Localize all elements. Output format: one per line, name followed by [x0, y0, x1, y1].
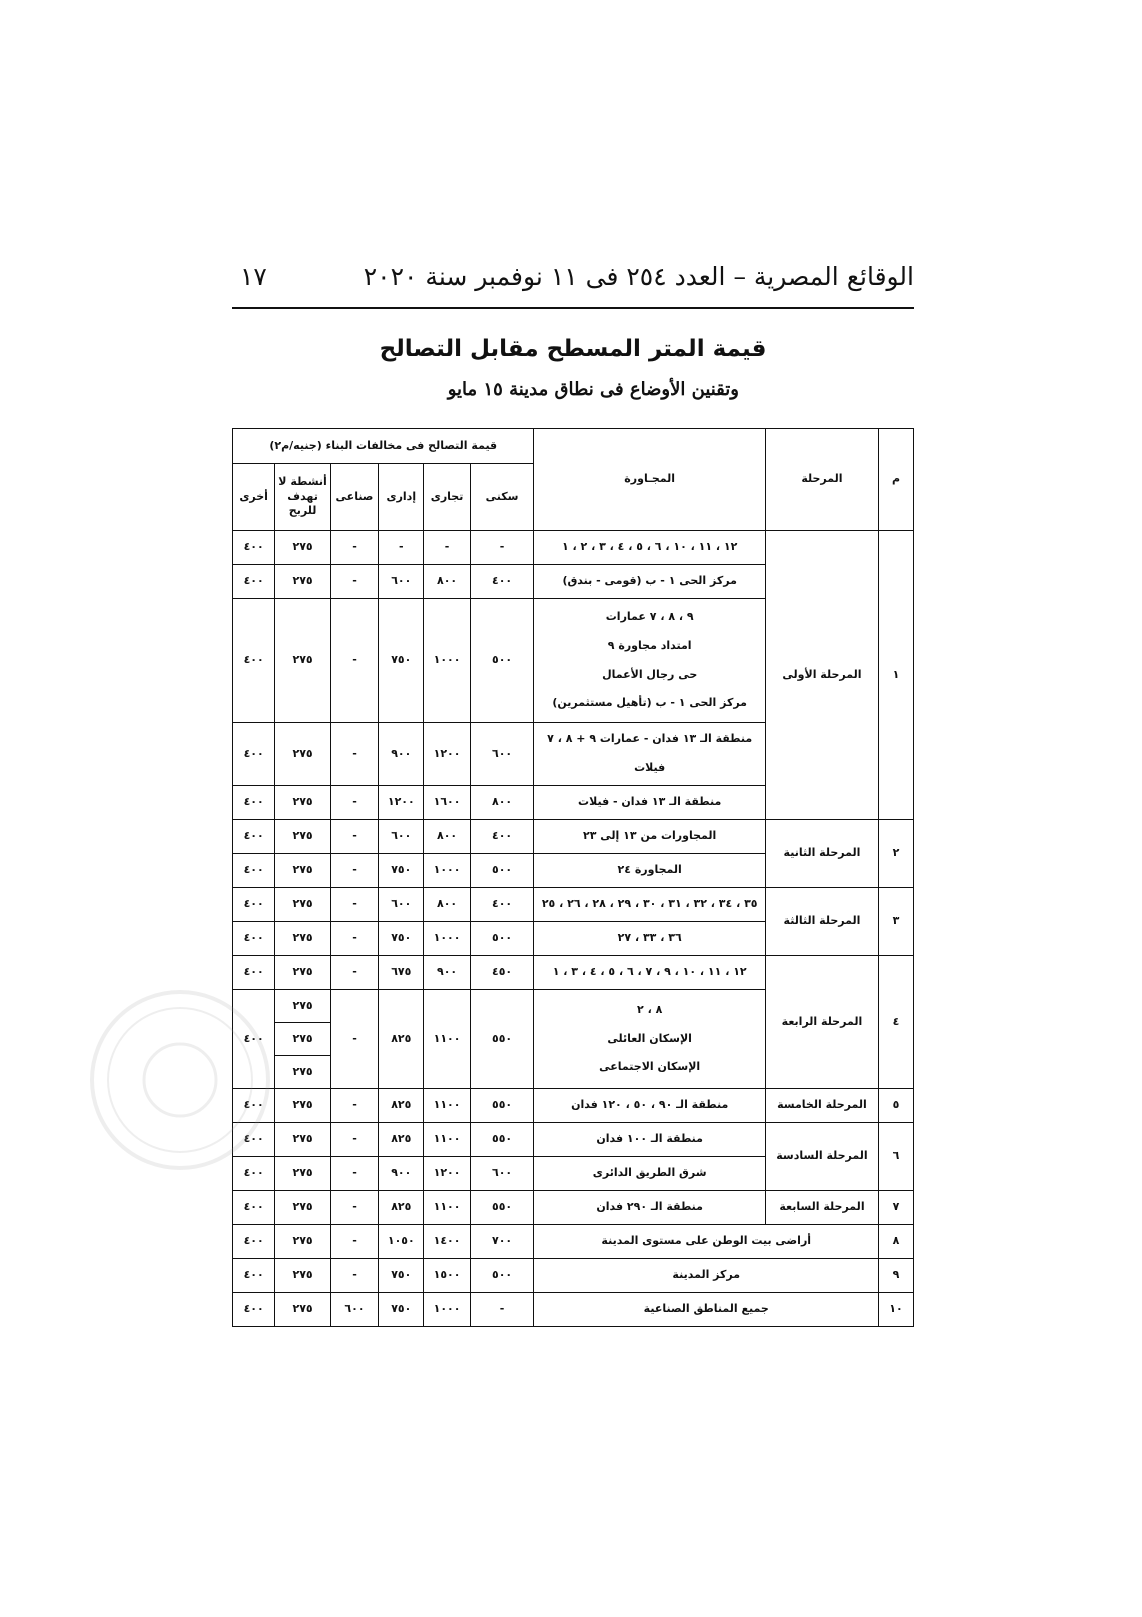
value-industrial: -	[330, 990, 378, 1089]
value-other: ٤٠٠	[233, 1225, 275, 1259]
value-residential: ٥٥٠	[470, 1123, 534, 1157]
value-other: ٤٠٠	[233, 922, 275, 956]
neighborhood-cell	[534, 820, 765, 854]
col-header-m: م	[879, 429, 914, 531]
col-header-group: قيمة التصالح فى مخالفات البناء (جنيه/م٢)	[233, 429, 534, 464]
table-row	[233, 1191, 914, 1225]
neighborhood-cell	[534, 922, 765, 956]
neighborhood-line: ٨ ، ٢	[637, 1002, 663, 1016]
value-residential: ٥٥٠	[470, 1089, 534, 1123]
value-commercial: ٨٠٠	[424, 888, 470, 922]
value-industrial: -	[330, 820, 378, 854]
neighborhood-cell	[534, 956, 765, 990]
value-administrative: ٦٧٥	[379, 956, 424, 990]
value-other: ٤٠٠	[233, 990, 275, 1089]
neighborhood-line: امتداد مجاورة ٩	[607, 638, 692, 652]
value-nonprofit: ٢٧٥	[275, 990, 331, 1023]
neighborhood-line: حى رجال الأعمال	[602, 667, 698, 681]
value-nonprofit: ٢٧٥	[275, 1089, 331, 1123]
value-residential: ٦٠٠	[470, 723, 534, 786]
table-row	[233, 1293, 914, 1327]
value-commercial: ١١٠٠	[424, 990, 470, 1089]
value-other: ٤٠٠	[233, 1191, 275, 1225]
neighborhood-line: ١٢ ، ١١ ، ١٠ ، ٦ ، ٥ ، ٤ ، ٣ ، ٢ ، ١	[561, 540, 738, 554]
value-administrative: ١٠٥٠	[379, 1225, 424, 1259]
value-nonprofit: ٢٧٥	[275, 599, 331, 723]
col-header-commercial: تجارى	[424, 464, 470, 531]
value-other: ٤٠٠	[233, 565, 275, 599]
neighborhood-cell	[534, 854, 765, 888]
neighborhood-line: المجاورة ٢٤	[617, 863, 682, 877]
value-administrative: ٨٢٥	[379, 990, 424, 1089]
settlement-value-table	[232, 428, 914, 1327]
value-residential: ٥٠٠	[470, 922, 534, 956]
value-residential: ٥٠٠	[470, 1259, 534, 1293]
neighborhood-cell	[534, 599, 765, 723]
neighborhood-line: شرق الطريق الدائرى	[592, 1166, 707, 1180]
value-administrative: ٩٠٠	[379, 723, 424, 786]
value-commercial: ١١٠٠	[424, 1089, 470, 1123]
col-header-phase: المرحلة	[765, 429, 878, 531]
neighborhood-line: الإسكان العائلى	[607, 1031, 692, 1045]
value-other: ٤٠٠	[233, 820, 275, 854]
table-row	[233, 1123, 914, 1157]
value-administrative: ٧٥٠	[379, 1259, 424, 1293]
value-industrial: -	[330, 1089, 378, 1123]
neighborhood-cell	[534, 1089, 765, 1123]
value-other: ٤٠٠	[233, 786, 275, 820]
value-industrial: -	[330, 599, 378, 723]
neighborhood-cell	[534, 723, 765, 786]
row-index: ٣	[879, 888, 914, 956]
value-other: ٤٠٠	[233, 723, 275, 786]
value-administrative: ٨٢٥	[379, 1191, 424, 1225]
neighborhood-cell	[534, 888, 765, 922]
row-index: ٢	[879, 820, 914, 888]
value-residential: -	[470, 531, 534, 565]
value-other: ٤٠٠	[233, 599, 275, 723]
value-administrative: ٨٢٥	[379, 1089, 424, 1123]
value-nonprofit: ٢٧٥	[275, 1191, 331, 1225]
value-nonprofit: ٢٧٥	[275, 1023, 331, 1056]
value-commercial: ١١٠٠	[424, 1191, 470, 1225]
value-industrial: -	[330, 1191, 378, 1225]
value-other: ٤٠٠	[233, 531, 275, 565]
phase-name: المرحلة الثالثة	[765, 888, 878, 956]
table-row	[233, 888, 914, 922]
value-commercial: ١١٠٠	[424, 1123, 470, 1157]
value-commercial: -	[424, 531, 470, 565]
value-residential: ٤٠٠	[470, 888, 534, 922]
value-administrative: ٧٥٠	[379, 854, 424, 888]
value-nonprofit: ٢٧٥	[275, 565, 331, 599]
value-administrative: ٦٠٠	[379, 820, 424, 854]
value-nonprofit: ٢٧٥	[275, 1225, 331, 1259]
value-nonprofit: ٢٧٥	[275, 723, 331, 786]
value-commercial: ١٠٠٠	[424, 922, 470, 956]
value-industrial: -	[330, 723, 378, 786]
neighborhood-line: مركز الحى ١ - ب (تأهيل مستثمرين)	[552, 696, 747, 710]
value-nonprofit: ٢٧٥	[275, 1157, 331, 1191]
publication-title: الوقائع المصرية – العدد ٢٥٤ فى ١١ نوفمبر سنة ٢٠٢٠	[363, 262, 914, 291]
value-administrative: ٧٥٠	[379, 599, 424, 723]
value-industrial: -	[330, 956, 378, 990]
neighborhood-line: منطقة الـ ١٣ فدان - فيلات	[578, 795, 722, 809]
value-nonprofit: ٢٧٥	[275, 820, 331, 854]
value-nonprofit: ٢٧٥	[275, 1056, 331, 1089]
value-other: ٤٠٠	[233, 1089, 275, 1123]
page-header	[232, 262, 914, 310]
value-nonprofit: ٢٧٥	[275, 786, 331, 820]
value-industrial: -	[330, 786, 378, 820]
value-residential: ٧٠٠	[470, 1225, 534, 1259]
value-commercial: ٨٠٠	[424, 565, 470, 599]
value-administrative: ٧٥٠	[379, 1293, 424, 1327]
row-index: ٥	[879, 1089, 914, 1123]
value-nonprofit: ٢٧٥	[275, 531, 331, 565]
value-other: ٤٠٠	[233, 1123, 275, 1157]
value-residential: ٥٠٠	[470, 599, 534, 723]
value-residential: ٤٥٠	[470, 956, 534, 990]
value-other: ٤٠٠	[233, 888, 275, 922]
phase-name: المرحلة الرابعة	[765, 956, 878, 1089]
value-administrative: ٦٠٠	[379, 565, 424, 599]
neighborhood-cell	[534, 786, 765, 820]
value-nonprofit: ٢٧٥	[275, 1123, 331, 1157]
neighborhood-cell	[534, 531, 765, 565]
value-residential: ٤٠٠	[470, 565, 534, 599]
col-header-nonprofit: أنشطة لا تهدف للربح	[275, 464, 331, 531]
official-watermark	[80, 980, 280, 1180]
neighborhood-line: منطقة الـ ١٠٠ فدان	[596, 1132, 703, 1146]
neighborhood-cell	[534, 565, 765, 599]
value-residential: ٦٠٠	[470, 1157, 534, 1191]
phase-name: المرحلة السادسة	[765, 1123, 878, 1191]
value-commercial: ١٠٠٠	[424, 854, 470, 888]
neighborhood-line: ٣٦ ، ٣٣ ، ٢٧	[617, 931, 682, 945]
value-industrial: ٦٠٠	[330, 1293, 378, 1327]
document-subtitle: وتقنين الأوضاع فى نطاق مدينة ١٥ مايو	[447, 379, 739, 400]
neighborhood-line: ٩ ، ٨ ، ٧ عمارات	[605, 609, 694, 623]
value-residential: ٤٠٠	[470, 820, 534, 854]
value-other: ٤٠٠	[233, 1157, 275, 1191]
value-administrative: ٩٠٠	[379, 1157, 424, 1191]
row-index: ١	[879, 531, 914, 820]
table-row	[233, 956, 914, 990]
value-nonprofit: ٢٧٥	[275, 1259, 331, 1293]
value-industrial: -	[330, 1123, 378, 1157]
value-other: ٤٠٠	[233, 1293, 275, 1327]
value-commercial: ١٢٠٠	[424, 723, 470, 786]
row-index: ٤	[879, 956, 914, 1089]
value-nonprofit: ٢٧٥	[275, 888, 331, 922]
table-row	[233, 531, 914, 565]
col-header-industrial: صناعى	[330, 464, 378, 531]
phase-name: المرحلة الأولى	[765, 531, 878, 820]
neighborhood-line: ٣٥ ، ٣٤ ، ٣٢ ، ٣١ ، ٣٠ ، ٢٩ ، ٢٨ ، ٢٦ ، ٢٥	[541, 897, 758, 911]
area-name: أراضى بيت الوطن على مستوى المدينة	[534, 1225, 879, 1259]
col-header-neighborhood: المجـاورة	[534, 429, 765, 531]
table-row	[233, 820, 914, 854]
value-nonprofit: ٢٧٥	[275, 956, 331, 990]
row-index: ٦	[879, 1123, 914, 1191]
value-industrial: -	[330, 565, 378, 599]
value-administrative: ٦٠٠	[379, 888, 424, 922]
neighborhood-line: الإسكان الاجتماعى	[599, 1060, 701, 1074]
value-residential: ٥٠٠	[470, 854, 534, 888]
value-administrative: ٧٥٠	[379, 922, 424, 956]
row-index: ٩	[879, 1259, 914, 1293]
value-industrial: -	[330, 922, 378, 956]
col-header-other: أخرى	[233, 464, 275, 531]
neighborhood-line: المجاورات من ١٣ إلى ٢٣	[583, 829, 717, 843]
value-commercial: ١٠٠٠	[424, 1293, 470, 1327]
col-header-administrative: إدارى	[379, 464, 424, 531]
neighborhood-cell	[534, 1157, 765, 1191]
value-industrial: -	[330, 1157, 378, 1191]
value-other: ٤٠٠	[233, 854, 275, 888]
value-industrial: -	[330, 1259, 378, 1293]
phase-name: المرحلة السابعة	[765, 1191, 878, 1225]
neighborhood-cell	[534, 990, 765, 1089]
row-index: ٨	[879, 1225, 914, 1259]
neighborhood-line: منطقة الـ ١٣ فدان - عمارات ٩ + ٨ ، ٧	[547, 732, 753, 746]
value-industrial: -	[330, 854, 378, 888]
value-commercial: ١٠٠٠	[424, 599, 470, 723]
table-row	[233, 1225, 914, 1259]
value-industrial: -	[330, 888, 378, 922]
neighborhood-cell	[534, 1191, 765, 1225]
value-residential: ٥٥٠	[470, 1191, 534, 1225]
value-industrial: -	[330, 531, 378, 565]
table-row	[233, 1259, 914, 1293]
value-administrative: ٨٢٥	[379, 1123, 424, 1157]
row-index: ٧	[879, 1191, 914, 1225]
header-rule	[232, 307, 914, 309]
phase-name: المرحلة الثانية	[765, 820, 878, 888]
row-index: ١٠	[879, 1293, 914, 1327]
value-commercial: ١٤٠٠	[424, 1225, 470, 1259]
document-title: قيمة المتر المسطح مقابل التصالح	[379, 336, 767, 362]
neighborhood-line: منطقة الـ ٢٩٠ فدان	[596, 1200, 703, 1214]
value-administrative: ١٢٠٠	[379, 786, 424, 820]
value-residential: ٥٥٠	[470, 990, 534, 1089]
value-administrative: -	[379, 531, 424, 565]
col-header-residential: سكنى	[470, 464, 534, 531]
neighborhood-line: مركز الحى ١ - ب (قومى - بندق)	[562, 574, 737, 588]
value-industrial: -	[330, 1225, 378, 1259]
value-commercial: ١٢٠٠	[424, 1157, 470, 1191]
value-commercial: ٩٠٠	[424, 956, 470, 990]
value-nonprofit: ٢٧٥	[275, 1293, 331, 1327]
value-commercial: ١٦٠٠	[424, 786, 470, 820]
value-commercial: ٨٠٠	[424, 820, 470, 854]
value-other: ٤٠٠	[233, 956, 275, 990]
area-name: جميع المناطق الصناعية	[534, 1293, 879, 1327]
page-number: ١٧	[240, 262, 267, 291]
area-name: مركز المدينة	[534, 1259, 879, 1293]
neighborhood-line: ١٢ ، ١١ ، ١٠ ، ٩ ، ٧ ، ٦ ، ٥ ، ٤ ، ٣ ، ١	[552, 965, 747, 979]
table-row	[233, 1089, 914, 1123]
phase-name: المرحلة الخامسة	[765, 1089, 878, 1123]
value-nonprofit: ٢٧٥	[275, 922, 331, 956]
neighborhood-line: فيلات	[634, 761, 666, 774]
neighborhood-cell	[534, 1123, 765, 1157]
value-commercial: ١٥٠٠	[424, 1259, 470, 1293]
neighborhood-line: منطقة الـ ٩٠ ، ٥٠ ، ١٢٠ فدان	[571, 1098, 729, 1112]
value-residential: ٨٠٠	[470, 786, 534, 820]
value-nonprofit: ٢٧٥	[275, 854, 331, 888]
value-residential: -	[470, 1293, 534, 1327]
value-other: ٤٠٠	[233, 1259, 275, 1293]
